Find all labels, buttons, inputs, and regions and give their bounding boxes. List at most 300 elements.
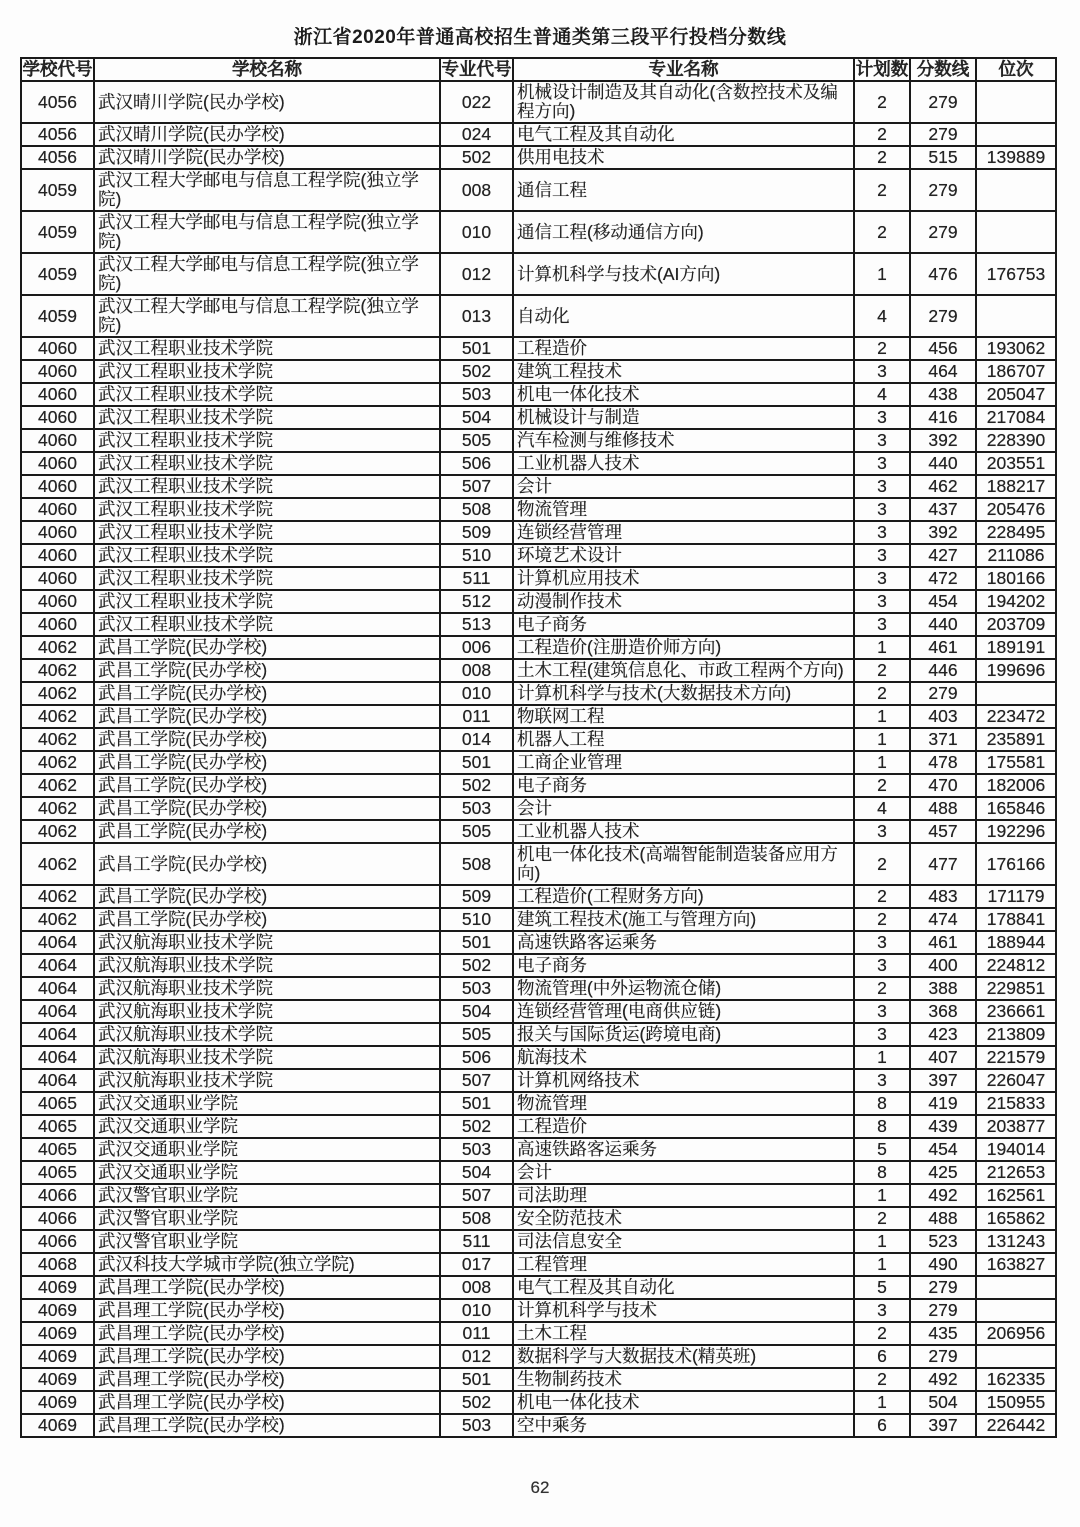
cell-plan-count: 2 (854, 1368, 910, 1391)
cell-school-code: 4062 (21, 659, 94, 682)
cell-major-name: 物流管理(中外运物流仓储) (513, 977, 854, 1000)
cell-school-code: 4060 (21, 521, 94, 544)
cell-school-name: 武汉工程职业技术学院 (94, 544, 440, 567)
cell-school-name: 武汉工程职业技术学院 (94, 567, 440, 590)
cell-major-code: 503 (440, 1138, 513, 1161)
page-title: 浙江省2020年普通高校招生普通类第三段平行投档分数线 (293, 27, 787, 48)
cell-major-code: 024 (440, 123, 513, 146)
cell-score-line: 279 (910, 211, 976, 253)
cell-major-code: 012 (440, 1345, 513, 1368)
table-body (21, 81, 1056, 1437)
cell-school-name: 武昌理工学院(民办学校) (94, 1368, 440, 1391)
cell-rank: 176753 (976, 253, 1056, 295)
cell-school-name: 武汉警官职业学院 (94, 1230, 440, 1253)
cell-plan-count: 4 (854, 797, 910, 820)
table-row (21, 751, 1056, 774)
cell-major-name: 工业机器人技术 (513, 452, 854, 475)
cell-school-name: 武汉航海职业技术学院 (94, 1023, 440, 1046)
cell-school-name: 武汉警官职业学院 (94, 1207, 440, 1230)
table-row (21, 475, 1056, 498)
cell-rank: 228390 (976, 429, 1056, 452)
cell-major-name: 土木工程(建筑信息化、市政工程两个方向) (513, 659, 854, 682)
table-row (21, 146, 1056, 169)
table-row (21, 1391, 1056, 1414)
cell-plan-count: 8 (854, 1161, 910, 1184)
cell-score-line: 440 (910, 452, 976, 475)
cell-school-name: 武汉工程职业技术学院 (94, 498, 440, 521)
cell-school-name: 武汉工程职业技术学院 (94, 452, 440, 475)
cell-school-code: 4060 (21, 475, 94, 498)
cell-score-line: 474 (910, 908, 976, 931)
cell-plan-count: 3 (854, 820, 910, 843)
table-row (21, 1115, 1056, 1138)
table-row (21, 1000, 1056, 1023)
cell-plan-count: 2 (854, 659, 910, 682)
cell-plan-count: 3 (854, 406, 910, 429)
cell-rank: 213809 (976, 1023, 1056, 1046)
cell-major-name: 空中乘务 (513, 1414, 854, 1437)
cell-major-code: 502 (440, 360, 513, 383)
cell-rank: 162335 (976, 1368, 1056, 1391)
header-major-code: 专业代号 (441, 59, 512, 79)
cell-major-code: 510 (440, 908, 513, 931)
cell-school-name: 武汉航海职业技术学院 (94, 977, 440, 1000)
cell-score-line: 400 (910, 954, 976, 977)
cell-major-name: 工商企业管理 (513, 751, 854, 774)
cell-school-code: 4062 (21, 908, 94, 931)
cell-major-name: 机电一体化技术(高端智能制造装备应用方向) (513, 843, 854, 885)
cell-rank: 228495 (976, 521, 1056, 544)
cell-score-line: 279 (910, 1345, 976, 1368)
cell-school-code: 4064 (21, 931, 94, 954)
cell-plan-count: 3 (854, 521, 910, 544)
cell-major-code: 503 (440, 977, 513, 1000)
cell-rank: 226047 (976, 1069, 1056, 1092)
table-row (21, 1299, 1056, 1322)
cell-major-code: 502 (440, 146, 513, 169)
cell-plan-count: 6 (854, 1345, 910, 1368)
cell-school-name: 武汉工程大学邮电与信息工程学院(独立学院) (94, 295, 440, 337)
cell-score-line: 483 (910, 885, 976, 908)
cell-school-code: 4066 (21, 1207, 94, 1230)
cell-school-name: 武汉工程职业技术学院 (94, 613, 440, 636)
cell-major-code: 011 (440, 1322, 513, 1345)
cell-major-name: 司法助理 (513, 1184, 854, 1207)
cell-major-code: 502 (440, 1115, 513, 1138)
cell-plan-count: 1 (854, 728, 910, 751)
cell-rank: 205476 (976, 498, 1056, 521)
cell-major-name: 司法信息安全 (513, 1230, 854, 1253)
cell-school-name: 武汉航海职业技术学院 (94, 1069, 440, 1092)
cell-score-line: 403 (910, 705, 976, 728)
cell-major-name: 土木工程 (513, 1322, 854, 1345)
cell-major-code: 502 (440, 1391, 513, 1414)
cell-school-code: 4069 (21, 1322, 94, 1345)
cell-score-line: 392 (910, 521, 976, 544)
table-row (21, 123, 1056, 146)
cell-school-name: 武汉晴川学院(民办学校) (94, 123, 440, 146)
cell-school-code: 4062 (21, 885, 94, 908)
cell-rank: 192296 (976, 820, 1056, 843)
cell-school-name: 武汉工程职业技术学院 (94, 360, 440, 383)
cell-school-name: 武昌工学院(民办学校) (94, 908, 440, 931)
cell-major-name: 工程造价(注册造价师方向) (513, 636, 854, 659)
cell-score-line: 492 (910, 1184, 976, 1207)
cell-plan-count: 1 (854, 1253, 910, 1276)
cell-major-code: 509 (440, 521, 513, 544)
cell-major-code: 502 (440, 774, 513, 797)
cell-score-line: 416 (910, 406, 976, 429)
cell-major-code: 503 (440, 797, 513, 820)
cell-major-code: 507 (440, 475, 513, 498)
cell-major-name: 电气工程及其自动化 (513, 123, 854, 146)
cell-major-name: 工程造价(工程财务方向) (513, 885, 854, 908)
cell-school-code: 4064 (21, 1000, 94, 1023)
cell-school-code: 4062 (21, 682, 94, 705)
cell-major-code: 501 (440, 931, 513, 954)
table-row (21, 1322, 1056, 1345)
cell-school-code: 4056 (21, 146, 94, 169)
cell-plan-count: 1 (854, 705, 910, 728)
table-row (21, 337, 1056, 360)
cell-plan-count: 8 (854, 1115, 910, 1138)
cell-major-name: 工程管理 (513, 1253, 854, 1276)
header-rank: 位次 (976, 58, 1056, 81)
cell-plan-count: 3 (854, 567, 910, 590)
table-row (21, 1046, 1056, 1069)
cell-rank (976, 682, 1056, 705)
cell-school-name: 武汉工程大学邮电与信息工程学院(独立学院) (94, 211, 440, 253)
cell-score-line: 279 (910, 169, 976, 211)
cell-major-name: 安全防范技术 (513, 1207, 854, 1230)
cell-major-code: 508 (440, 1207, 513, 1230)
cell-school-code: 4064 (21, 1069, 94, 1092)
cell-score-line: 419 (910, 1092, 976, 1115)
cell-school-name: 武昌理工学院(民办学校) (94, 1345, 440, 1368)
cell-major-name: 会计 (513, 1161, 854, 1184)
cell-major-code: 017 (440, 1253, 513, 1276)
cell-rank: 221579 (976, 1046, 1056, 1069)
cell-major-code: 504 (440, 1161, 513, 1184)
cell-major-code: 008 (440, 659, 513, 682)
cell-rank: 217084 (976, 406, 1056, 429)
cell-school-code: 4059 (21, 295, 94, 337)
cell-rank (976, 169, 1056, 211)
cell-score-line: 456 (910, 337, 976, 360)
table-row (21, 908, 1056, 931)
cell-score-line: 488 (910, 797, 976, 820)
cell-score-line: 435 (910, 1322, 976, 1345)
table-row (21, 1207, 1056, 1230)
cell-plan-count: 1 (854, 636, 910, 659)
cell-major-code: 014 (440, 728, 513, 751)
cell-school-name: 武汉工程职业技术学院 (94, 383, 440, 406)
cell-school-name: 武昌工学院(民办学校) (94, 797, 440, 820)
cell-score-line: 279 (910, 1276, 976, 1299)
cell-major-code: 010 (440, 1299, 513, 1322)
cell-score-line: 438 (910, 383, 976, 406)
cell-rank (976, 211, 1056, 253)
cell-plan-count: 3 (854, 498, 910, 521)
cell-major-name: 工程造价 (513, 337, 854, 360)
table-row (21, 211, 1056, 253)
cell-school-name: 武汉晴川学院(民办学校) (94, 81, 440, 123)
cell-rank: 188944 (976, 931, 1056, 954)
cell-rank: 229851 (976, 977, 1056, 1000)
cell-major-name: 汽车检测与维修技术 (513, 429, 854, 452)
cell-school-name: 武汉工程职业技术学院 (94, 521, 440, 544)
table-row (21, 295, 1056, 337)
cell-major-name: 机械设计制造及其自动化(含数控技术及编程方向) (513, 81, 854, 123)
cell-score-line: 476 (910, 253, 976, 295)
cell-score-line: 464 (910, 360, 976, 383)
cell-major-code: 508 (440, 843, 513, 885)
header-school-name: 学校名称 (94, 58, 440, 81)
cell-major-name: 计算机科学与技术(AI方向) (513, 253, 854, 295)
cell-plan-count: 3 (854, 1069, 910, 1092)
cell-school-code: 4065 (21, 1161, 94, 1184)
cell-major-name: 会计 (513, 797, 854, 820)
table-row (21, 931, 1056, 954)
table-row (21, 544, 1056, 567)
cell-major-name: 计算机网络技术 (513, 1069, 854, 1092)
cell-score-line: 279 (910, 1299, 976, 1322)
cell-school-code: 4065 (21, 1115, 94, 1138)
cell-school-code: 4064 (21, 1046, 94, 1069)
cell-school-code: 4064 (21, 977, 94, 1000)
cell-plan-count: 2 (854, 843, 910, 885)
cell-major-code: 507 (440, 1069, 513, 1092)
table-row (21, 613, 1056, 636)
table-row (21, 1345, 1056, 1368)
cell-school-name: 武昌工学院(民办学校) (94, 682, 440, 705)
table-row (21, 1161, 1056, 1184)
cell-score-line: 472 (910, 567, 976, 590)
table-row (21, 774, 1056, 797)
cell-rank: 206956 (976, 1322, 1056, 1345)
cell-school-code: 4060 (21, 337, 94, 360)
cell-major-code: 012 (440, 253, 513, 295)
cell-score-line: 279 (910, 682, 976, 705)
cell-major-name: 物流管理 (513, 498, 854, 521)
cell-school-code: 4060 (21, 613, 94, 636)
cell-school-code: 4060 (21, 498, 94, 521)
cell-score-line: 461 (910, 636, 976, 659)
cell-school-name: 武昌工学院(民办学校) (94, 885, 440, 908)
cell-school-name: 武汉航海职业技术学院 (94, 1046, 440, 1069)
cell-major-name: 会计 (513, 475, 854, 498)
cell-school-name: 武昌理工学院(民办学校) (94, 1276, 440, 1299)
cell-major-name: 电子商务 (513, 774, 854, 797)
cell-school-code: 4069 (21, 1368, 94, 1391)
cell-plan-count: 3 (854, 931, 910, 954)
cell-major-code: 008 (440, 169, 513, 211)
cell-plan-count: 2 (854, 977, 910, 1000)
cell-rank: 205047 (976, 383, 1056, 406)
cell-plan-count: 2 (854, 146, 910, 169)
cell-school-code: 4069 (21, 1276, 94, 1299)
cell-major-code: 508 (440, 498, 513, 521)
cell-major-code: 503 (440, 1414, 513, 1437)
cell-plan-count: 2 (854, 885, 910, 908)
cell-plan-count: 3 (854, 544, 910, 567)
cell-school-name: 武昌工学院(民办学校) (94, 728, 440, 751)
cell-school-name: 武汉交通职业学院 (94, 1092, 440, 1115)
cell-rank: 203551 (976, 452, 1056, 475)
cell-school-code: 4060 (21, 452, 94, 475)
cell-major-code: 507 (440, 1184, 513, 1207)
cell-school-code: 4068 (21, 1253, 94, 1276)
cell-score-line: 439 (910, 1115, 976, 1138)
cell-plan-count: 3 (854, 429, 910, 452)
cell-rank: 199696 (976, 659, 1056, 682)
cell-school-name: 武昌理工学院(民办学校) (94, 1322, 440, 1345)
cell-major-code: 010 (440, 682, 513, 705)
table-row (21, 169, 1056, 211)
cell-plan-count: 2 (854, 211, 910, 253)
table-row (21, 682, 1056, 705)
cell-rank: 180166 (976, 567, 1056, 590)
cell-score-line: 470 (910, 774, 976, 797)
cell-school-code: 4069 (21, 1414, 94, 1437)
table-header-row (21, 58, 1056, 81)
cell-plan-count: 2 (854, 337, 910, 360)
cell-major-name: 机电一体化技术 (513, 383, 854, 406)
table-row (21, 590, 1056, 613)
page-number: 62 (530, 1478, 550, 1497)
cell-score-line: 423 (910, 1023, 976, 1046)
cell-score-line: 392 (910, 429, 976, 452)
cell-rank: 189191 (976, 636, 1056, 659)
cell-rank: 235891 (976, 728, 1056, 751)
cell-rank: 226442 (976, 1414, 1056, 1437)
table-row (21, 820, 1056, 843)
table-row (21, 1414, 1056, 1437)
table-row (21, 1023, 1056, 1046)
cell-major-code: 501 (440, 1368, 513, 1391)
cell-school-code: 4060 (21, 544, 94, 567)
cell-rank: 194014 (976, 1138, 1056, 1161)
cell-major-name: 环境艺术设计 (513, 544, 854, 567)
cell-rank: 165846 (976, 797, 1056, 820)
cell-plan-count: 1 (854, 1184, 910, 1207)
cell-school-code: 4056 (21, 81, 94, 123)
cell-school-name: 武昌工学院(民办学校) (94, 751, 440, 774)
cell-school-name: 武汉交通职业学院 (94, 1161, 440, 1184)
cell-score-line: 515 (910, 146, 976, 169)
cell-major-code: 509 (440, 885, 513, 908)
table-row (21, 81, 1056, 123)
cell-major-code: 505 (440, 1023, 513, 1046)
cell-score-line: 397 (910, 1069, 976, 1092)
cell-plan-count: 5 (854, 1138, 910, 1161)
header-plan-count: 计划数 (855, 59, 909, 79)
cell-plan-count: 1 (854, 751, 910, 774)
cell-rank (976, 81, 1056, 123)
cell-major-code: 506 (440, 452, 513, 475)
cell-school-code: 4065 (21, 1092, 94, 1115)
cell-score-line: 504 (910, 1391, 976, 1414)
cell-rank (976, 123, 1056, 146)
cell-major-name: 供用电技术 (513, 146, 854, 169)
cell-school-code: 4062 (21, 751, 94, 774)
cell-major-name: 物联网工程 (513, 705, 854, 728)
cell-school-code: 4062 (21, 843, 94, 885)
cell-plan-count: 8 (854, 1092, 910, 1115)
cell-major-code: 008 (440, 1276, 513, 1299)
cell-school-code: 4062 (21, 774, 94, 797)
cell-plan-count: 3 (854, 452, 910, 475)
header-major-name: 专业名称 (513, 58, 854, 81)
cell-school-name: 武昌工学院(民办学校) (94, 774, 440, 797)
cell-rank: 203877 (976, 1115, 1056, 1138)
cell-major-name: 通信工程 (513, 169, 854, 211)
table-row (21, 954, 1056, 977)
cell-plan-count: 4 (854, 295, 910, 337)
cell-rank: 162561 (976, 1184, 1056, 1207)
cell-major-name: 电子商务 (513, 954, 854, 977)
table-row (21, 383, 1056, 406)
cell-major-code: 504 (440, 1000, 513, 1023)
table-row (21, 1069, 1056, 1092)
cell-plan-count: 3 (854, 613, 910, 636)
cell-rank: 165862 (976, 1207, 1056, 1230)
cell-major-code: 501 (440, 337, 513, 360)
cell-school-name: 武昌理工学院(民办学校) (94, 1391, 440, 1414)
cell-major-code: 006 (440, 636, 513, 659)
cell-rank: 188217 (976, 475, 1056, 498)
cell-major-code: 511 (440, 1230, 513, 1253)
cell-score-line: 454 (910, 590, 976, 613)
cell-score-line: 371 (910, 728, 976, 751)
cell-plan-count: 3 (854, 590, 910, 613)
cell-rank: 215833 (976, 1092, 1056, 1115)
header-score-line: 分数线 (910, 58, 976, 81)
cell-school-name: 武汉工程职业技术学院 (94, 406, 440, 429)
cell-major-code: 512 (440, 590, 513, 613)
cell-score-line: 461 (910, 931, 976, 954)
cell-school-name: 武昌工学院(民办学校) (94, 636, 440, 659)
cell-rank: 211086 (976, 544, 1056, 567)
cell-major-name: 连锁经营管理(电商供应链) (513, 1000, 854, 1023)
cell-school-code: 4059 (21, 169, 94, 211)
cell-rank: 131243 (976, 1230, 1056, 1253)
cell-rank: 236661 (976, 1000, 1056, 1023)
cell-plan-count: 2 (854, 169, 910, 211)
cell-rank: 150955 (976, 1391, 1056, 1414)
cell-rank: 176166 (976, 843, 1056, 885)
cell-school-code: 4062 (21, 705, 94, 728)
cell-score-line: 446 (910, 659, 976, 682)
cell-school-name: 武汉航海职业技术学院 (94, 931, 440, 954)
cell-major-code: 013 (440, 295, 513, 337)
cell-school-code: 4059 (21, 211, 94, 253)
cell-major-code: 502 (440, 954, 513, 977)
cell-school-name: 武汉工程职业技术学院 (94, 337, 440, 360)
cell-plan-count: 3 (854, 954, 910, 977)
cell-score-line: 457 (910, 820, 976, 843)
cell-plan-count: 2 (854, 908, 910, 931)
cell-plan-count: 1 (854, 1391, 910, 1414)
cell-school-name: 武汉航海职业技术学院 (94, 954, 440, 977)
cell-school-code: 4062 (21, 636, 94, 659)
cell-major-name: 建筑工程技术(施工与管理方向) (513, 908, 854, 931)
cell-school-code: 4069 (21, 1391, 94, 1414)
cell-score-line: 454 (910, 1138, 976, 1161)
table-row (21, 1368, 1056, 1391)
cell-rank: 186707 (976, 360, 1056, 383)
cell-school-name: 武汉航海职业技术学院 (94, 1000, 440, 1023)
